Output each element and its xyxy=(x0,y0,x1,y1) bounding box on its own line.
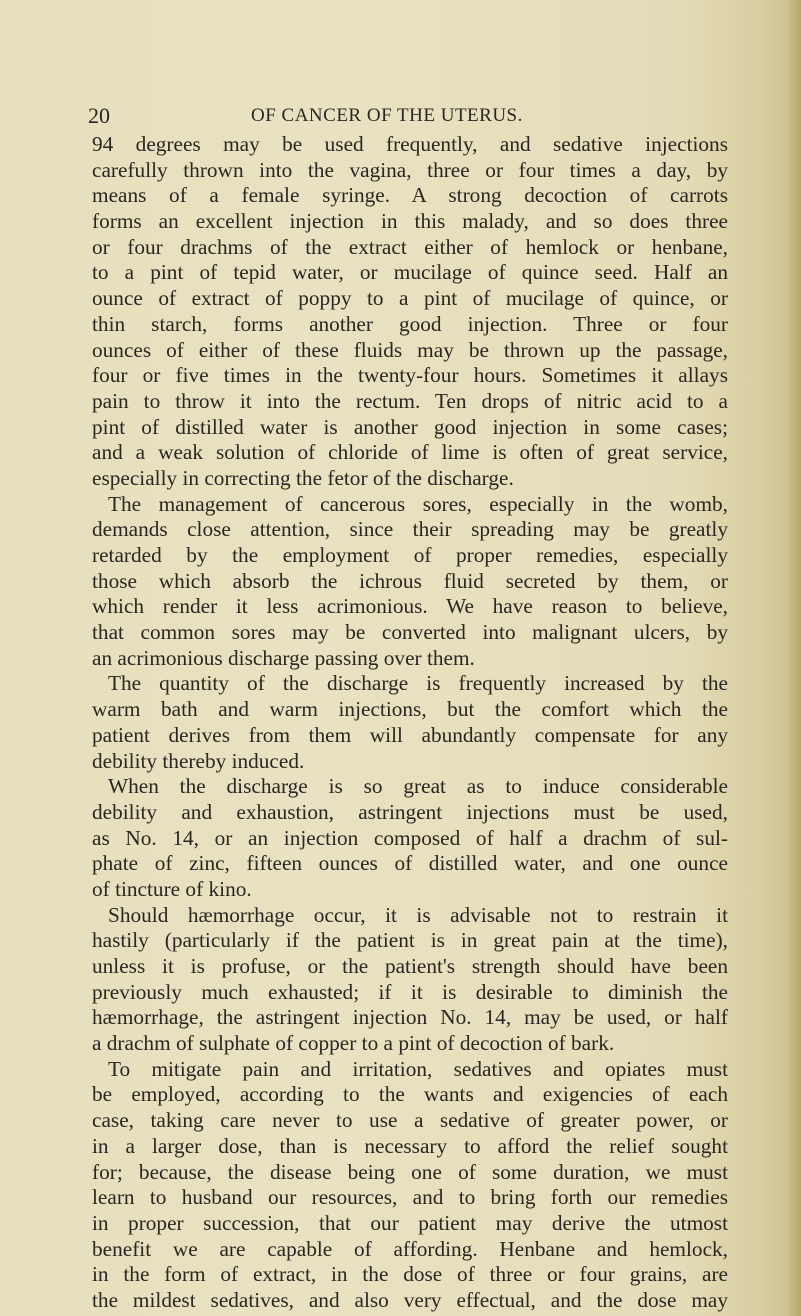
text-line: those which absorb the ichrous fluid secreted by them, or xyxy=(92,568,728,593)
text-line: pint of distilled water is another good injection in some cases; xyxy=(92,414,728,439)
text-line: 94 degrees may be used frequently, and sedative injections xyxy=(92,132,728,156)
text-line: a drachm of sulphate of copper to a pint of decoction of bark. xyxy=(92,1031,615,1056)
text-line: and a weak solution of chloride of lime is often of great service, xyxy=(92,440,728,465)
text-line: case, taking care never to use a sedative of greater power, or xyxy=(92,1108,728,1133)
running-title: OF CANCER OF THE UTERUS. xyxy=(251,105,523,126)
text-line: The management of cancerous sores, especially in the womb, xyxy=(108,491,728,516)
text-line: be employed, according to the wants and exigencies of each xyxy=(92,1082,728,1107)
text-line: for; because, the disease being one of some duration, we must xyxy=(92,1159,728,1184)
text-line: previously much exhausted; if it is desirable to diminish the xyxy=(92,979,728,1004)
text-line: to a pint of tepid water, or mucilage of quince seed. Half an xyxy=(92,260,728,285)
text-line: hastily (particularly if the patient is in great pain at the time), xyxy=(92,928,728,953)
text-line: pain to throw it into the rectum. Ten drops of nitric acid to a xyxy=(92,388,728,413)
text-line: To mitigate pain and irritation, sedatives and opiates must xyxy=(108,1056,728,1081)
text-line: Should hæmorrhage occur, it is advisable not to restrain it xyxy=(108,902,728,927)
text-line: patient derives from them will abundantly compensate for any xyxy=(92,722,728,747)
text-line: four or five times in the twenty-four hours. Sometimes it allays xyxy=(92,363,728,388)
page-edge-shadow xyxy=(787,0,801,1316)
text-line: hæmorrhage, the astringent injection No. 14, may be used, or half xyxy=(92,1005,728,1030)
page-number: 20 xyxy=(88,103,110,128)
text-line: demands close attention, since their spreading may be greatly xyxy=(92,517,728,542)
text-line: thin starch, forms another good injection. Three or four xyxy=(92,311,728,336)
text-line: The quantity of the discharge is frequently increased by the xyxy=(108,671,728,696)
text-line: When the discharge is so great as to induce considerable xyxy=(108,774,728,799)
text-line: debility thereby induced. xyxy=(92,748,305,773)
text-line: unless it is profuse, or the patient's strength should have been xyxy=(92,954,728,978)
text-line: means of a female syringe. A strong decoction of carrots xyxy=(92,183,728,208)
text-line: benefit we are capable of affording. Henbane and hemlock, xyxy=(92,1236,728,1261)
text-line: that common sores may be converted into malignant ulcers, by xyxy=(92,620,728,645)
body-text xyxy=(92,132,728,1314)
text-line: ounces of either of these fluids may be thrown up the passage, xyxy=(92,337,728,362)
text-line: retarded by the employment of proper remedies, especially xyxy=(92,543,728,567)
text-line: in proper succession, that our patient may derive the utmost xyxy=(92,1210,728,1235)
text-line: which render it less acrimonious. We have reason to believe, xyxy=(92,594,728,619)
text-line: or four drachms of the extract either of hemlock or henbane, xyxy=(92,234,728,259)
page-header xyxy=(88,103,730,129)
text-line: warm bath and warm injections, but the comfort which the xyxy=(92,697,728,722)
text-line: the mildest sedatives, and also very effectual, and the dose may xyxy=(92,1287,728,1312)
text-line: as No. 14, or an injection composed of half a drachm of sul- xyxy=(92,825,728,850)
text-line: forms an excellent injection in this malady, and so does three xyxy=(92,209,728,234)
text-line: of tincture of kino. xyxy=(92,876,252,901)
text-line: especially in correcting the fetor of the discharge. xyxy=(92,465,514,490)
text-line: in a larger dose, than is necessary to afford the relief sought xyxy=(92,1133,728,1158)
text-line: learn to husband our resources, and to bring forth our remedies xyxy=(92,1185,728,1210)
text-line: ounce of extract of poppy to a pint of mucilage of quince, or xyxy=(92,286,728,311)
text-line: phate of zinc, fifteen ounces of distilled water, and one ounce xyxy=(92,851,728,876)
text-line: in the form of extract, in the dose of three or four grains, are xyxy=(92,1262,728,1287)
text-line: carefully thrown into the vagina, three or four times a day, by xyxy=(92,157,728,182)
text-line: debility and exhaustion, astringent injections must be used, xyxy=(92,799,728,824)
text-line: an acrimonious discharge passing over them. xyxy=(92,645,475,670)
